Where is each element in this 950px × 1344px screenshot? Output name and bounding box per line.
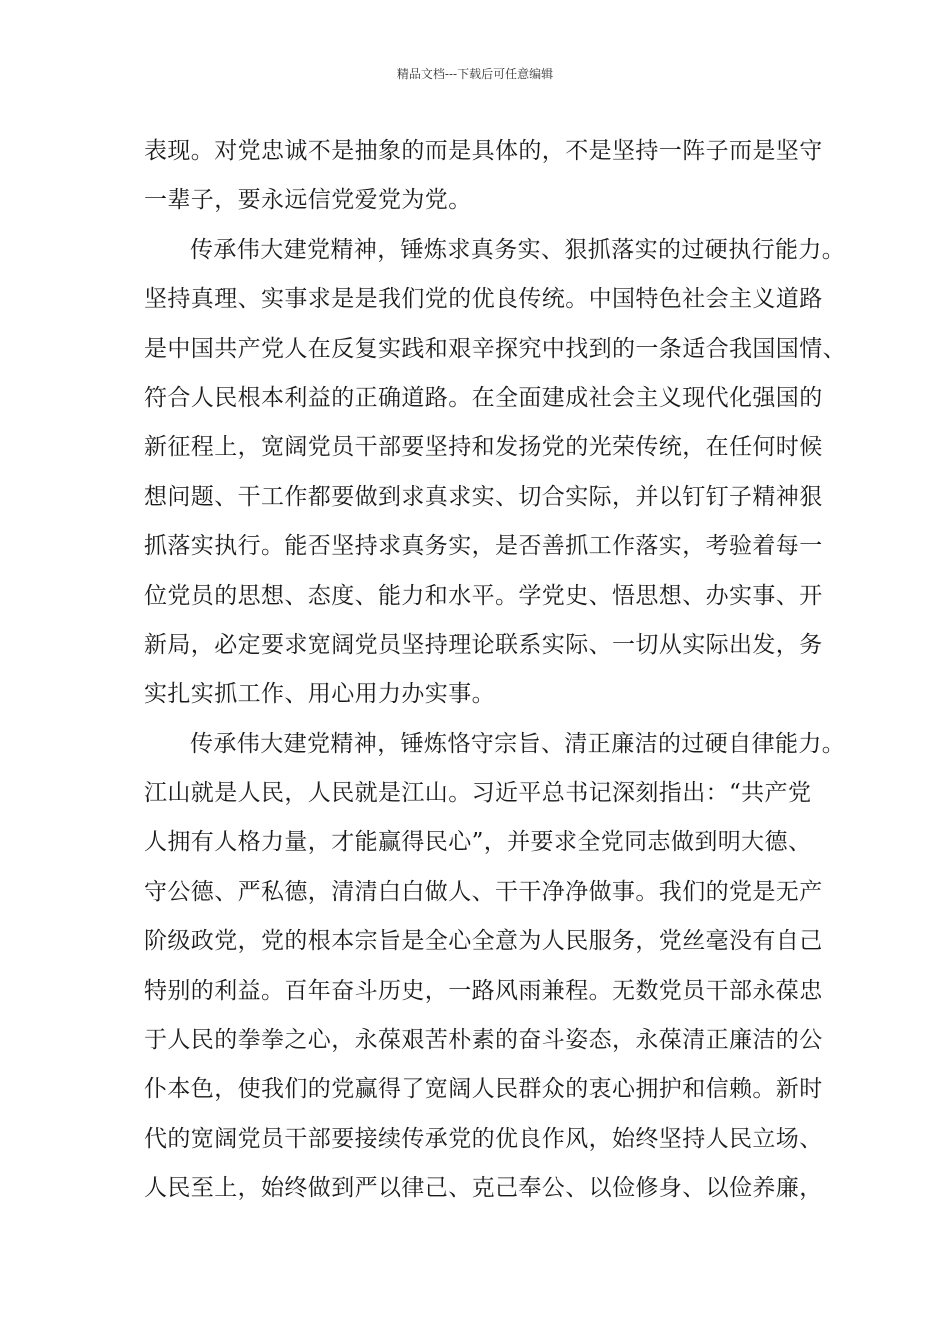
- text-line: 代的宽阔党员干部要接续传承党的优良作风，始终坚持人民立场、: [144, 1125, 823, 1152]
- text-line: 于人民的拳拳之心，永葆艰苦朴素的奋斗姿态，永葆清正廉洁的公: [144, 1027, 823, 1054]
- text-line: 抓落实执行。能否坚持求真务实，是否善抓工作落实，考验着每一: [144, 533, 823, 560]
- paragraph-start-line: 传承伟大建党精神，锤炼恪守宗旨、清正廉洁的过硬自律能力。: [190, 730, 846, 757]
- text-line: 新局，必定要求宽阔党员坚持理论联系实际、一切从实际出发，务: [144, 631, 823, 658]
- text-line: 新征程上，宽阔党员干部要坚持和发扬党的光荣传统，在任何时候: [144, 434, 823, 461]
- text-line: 人民至上，始终做到严以律己、克己奉公、以俭修身、以俭养廉，: [144, 1175, 823, 1202]
- text-line: 阶级政党，党的根本宗旨是全心全意为人民服务，党丝毫没有自己: [144, 928, 823, 955]
- text-line: 想问题、干工作都要做到求真求实、切合实际，并以钉钉子精神狠: [144, 483, 823, 510]
- page-header: 精品文档---下载后可任意编辑: [396, 67, 554, 81]
- text-line: 位党员的思想、态度、能力和水平。学党史、悟思想、办实事、开: [144, 582, 823, 609]
- text-line: 人拥有人格力量，才能赢得民心”，并要求全党同志做到明大德、: [144, 829, 812, 856]
- text-line: 一辈子，要永远信党爱党为党。: [144, 187, 472, 214]
- text-line: 坚持真理、实事求是是我们党的优良传统。中国特色社会主义道路: [144, 286, 823, 313]
- text-line: 是中国共产党人在反复实践和艰辛探究中找到的一条适合我国国情、: [144, 335, 846, 362]
- document-body: [144, 127, 846, 1214]
- text-line: 仆本色，使我们的党赢得了宽阔人民群众的衷心拥护和信赖。新时: [144, 1076, 823, 1103]
- text-line: 实扎实抓工作、用心用力办实事。: [144, 681, 495, 708]
- text-line: 表现。对党忠诚不是抽象的而是具体的，不是坚持一阵子而是坚守: [144, 138, 823, 164]
- text-line: 江山就是人民，人民就是江山。习近平总书记深刻指出：“共产党: [144, 780, 812, 807]
- paragraph-start-line: 传承伟大建党精神，锤炼求真务实、狠抓落实的过硬执行能力。: [190, 236, 846, 263]
- text-line: 守公德、严私德，清清白白做人、干干净净做事。我们的党是无产: [144, 878, 823, 905]
- text-line: 特别的利益。百年奋斗历史，一路风雨兼程。无数党员干部永葆忠: [144, 977, 823, 1004]
- text-line: 符合人民根本利益的正确道路。在全面建成社会主义现代化强国的: [144, 384, 823, 411]
